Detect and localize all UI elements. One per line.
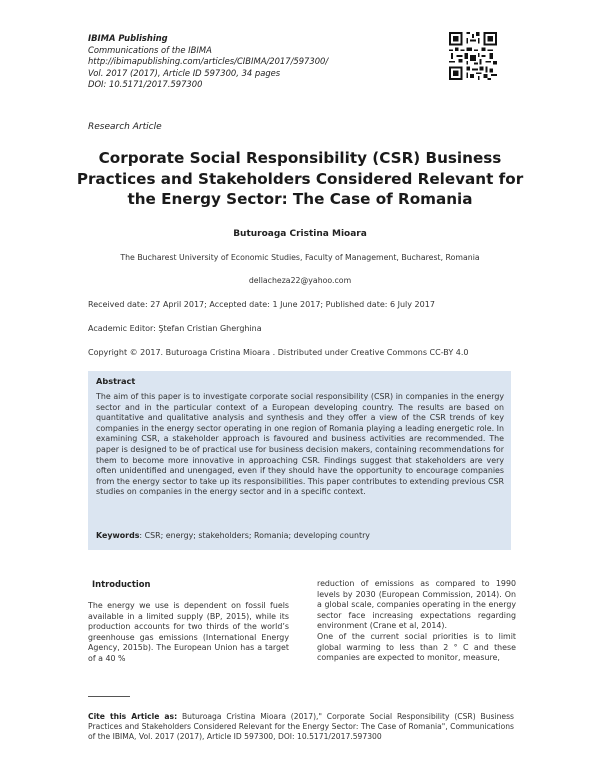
journal-name: Communications of the IBIMA — [88, 44, 212, 55]
paper-title — [70, 148, 530, 210]
author-name: Buturoaga Cristina Mioara — [233, 229, 367, 239]
article-url[interactable]: http://ibimapublishing.com/articles/CIBIMA/2017/597300/ — [88, 56, 329, 67]
article-dates: Received date: 27 April 2017; Accepted date: 1 June 2017; Published date: 6 July 2017 — [88, 300, 435, 309]
citation-label: Cite this Article as: — [88, 712, 178, 721]
title-line: the Energy Sector: The Case of Romania — [127, 190, 473, 208]
author-email[interactable]: dellacheza22@yahoo.com — [248, 276, 352, 285]
abstract-heading: Abstract — [96, 376, 136, 386]
introduction-left-column: The energy we use is dependent on fossil fuels available in a limited supply (BP, 2015), while its production accounts for two thirds of the world’s greenhouse gas emissions (International Energy Agency, 2015b). The European Union has a target of a 40 % — [88, 601, 289, 663]
abstract-text: The aim of this paper is to investigate corporate social responsibility (CSR) in companies in the energy sector and in the particular context of a European developing country. The results are based on quantitative and qualitative analysis and synthesis and they offer a view of the CSR trends of key companies in the energy sector operating in one region of Romania playing a leading energetic role. In examining CSR, a stakeholder approach is favoured and business activities are recommended. The paper is designed to be of practical use for business decision makers, containing recommendations for them to become more innovative in approaching CSR. Findings suggest that stakeholders are very often unidentified and unengaged, even if they should have the opportunity to encourage companies from the energy sector to take up its responsibilities. This paper contributes to extending previous CSR studies on companies in the energy sector and in a specific context. — [96, 392, 504, 497]
citation-text: Buturoaga Cristina Mioara (2017)," Corporate Social Responsibility (CSR) Business Practices and Stakeholders Considered Relevant for the Energy Sector: The Case of Romania", Communications of the IBIMA, Vol. 2017 (2017), Article ID 597300, DOI: 10.5171/2017.597300 — [88, 712, 514, 742]
introduction-right-column — [317, 579, 516, 664]
publisher-name: IBIMA Publishing — [88, 33, 168, 43]
journal-header — [88, 33, 328, 91]
title-line: Corporate Social Responsibility (CSR) Business — [98, 149, 502, 167]
intro-paragraph: One of the current social priorities is to limit global warming to less than 2 ° C and these companies are expected to monitor, measure, — [317, 631, 516, 663]
volume-info: Vol. 2017 (2017), Article ID 597300, 34 pages — [88, 67, 281, 78]
keywords-list: : CSR; energy; stakeholders; Romania; developing country — [139, 531, 370, 540]
author-affiliation: The Bucharest University of Economic Studies, Faculty of Management, Bucharest, Romania — [120, 253, 480, 262]
article-type: Research Article — [88, 122, 162, 132]
title-line: Practices and Stakeholders Considered Relevant for — [76, 169, 524, 188]
qr-code-icon — [449, 32, 497, 80]
citation — [88, 712, 514, 743]
doi: DOI: 10.5171/2017.597300 — [88, 79, 203, 90]
keywords-label: Keywords — [96, 531, 140, 540]
introduction-heading: Introduction — [92, 579, 151, 589]
footnote-divider — [88, 696, 130, 697]
copyright-notice: Copyright © 2017. Buturoaga Cristina Mioara . Distributed under Creative Commons CC-BY 4.0 — [88, 348, 469, 357]
keywords — [96, 531, 504, 540]
academic-editor: Academic Editor: Ştefan Cristian Gherghina — [88, 324, 262, 333]
intro-paragraph: reduction of emissions as compared to 1990 levels by 2030 (European Commission, 2014). On a global scale, companies operating in the energy sector face increasing expectations regarding environment (Crane et al, 2014). — [317, 579, 516, 631]
